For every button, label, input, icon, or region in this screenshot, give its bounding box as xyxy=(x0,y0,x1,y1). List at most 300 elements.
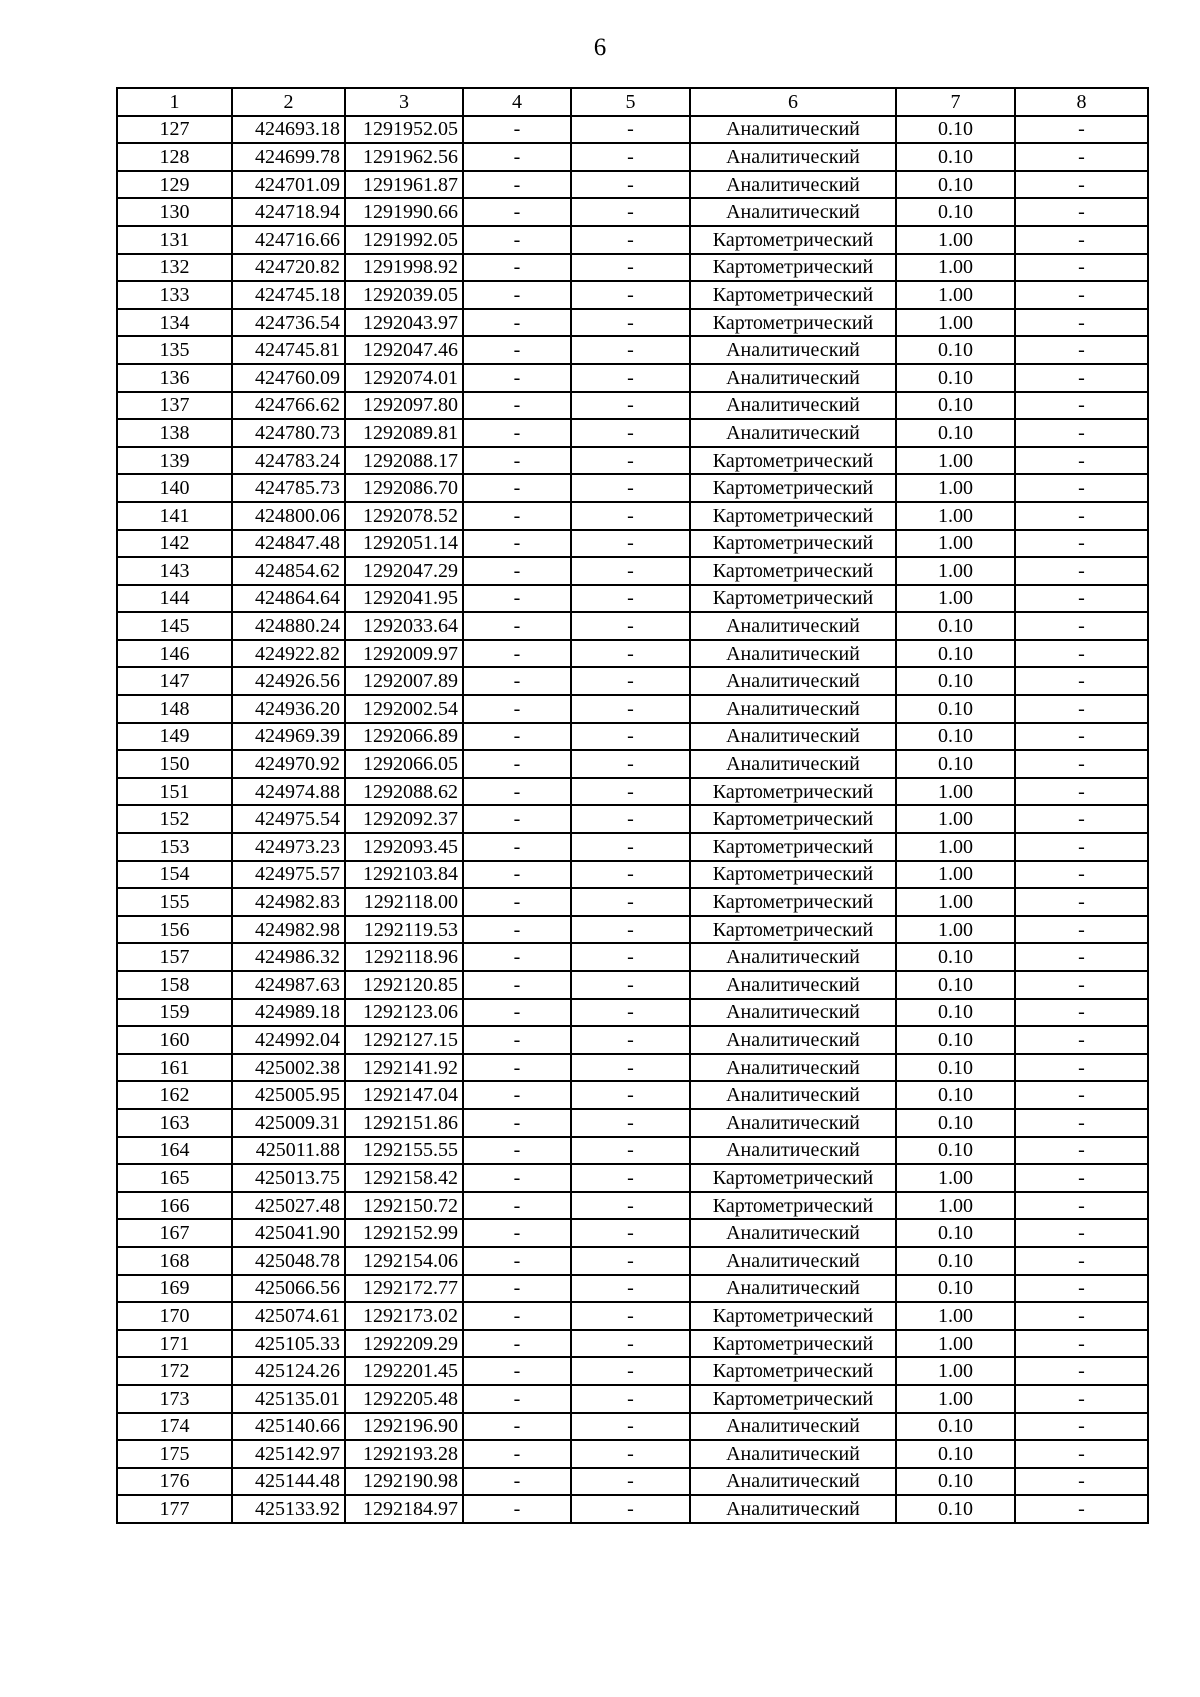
column-5-cell: - xyxy=(571,943,690,971)
method-cell: Картометрический xyxy=(690,1385,896,1413)
point-number-cell: 132 xyxy=(117,254,232,282)
table-body xyxy=(117,116,1148,1523)
x-coordinate-cell: 425048.78 xyxy=(232,1247,345,1275)
point-number-cell: 149 xyxy=(117,723,232,751)
x-coordinate-cell: 424936.20 xyxy=(232,695,345,723)
column-5-cell: - xyxy=(571,861,690,889)
method-cell: Аналитический xyxy=(690,1054,896,1082)
accuracy-cell: 0.10 xyxy=(896,198,1015,226)
point-number-cell: 129 xyxy=(117,171,232,199)
table-row xyxy=(117,143,1148,171)
accuracy-cell: 0.10 xyxy=(896,392,1015,420)
x-coordinate-cell: 424693.18 xyxy=(232,116,345,144)
column-4-cell: - xyxy=(463,1109,571,1137)
x-coordinate-cell: 424987.63 xyxy=(232,971,345,999)
point-number-cell: 170 xyxy=(117,1302,232,1330)
column-8-cell: - xyxy=(1015,1054,1148,1082)
method-cell: Аналитический xyxy=(690,1026,896,1054)
accuracy-cell: 0.10 xyxy=(896,667,1015,695)
y-coordinate-cell: 1291998.92 xyxy=(345,254,463,282)
y-coordinate-cell: 1292158.42 xyxy=(345,1164,463,1192)
column-5-cell: - xyxy=(571,750,690,778)
accuracy-cell: 0.10 xyxy=(896,336,1015,364)
column-5-cell: - xyxy=(571,971,690,999)
x-coordinate-cell: 425144.48 xyxy=(232,1468,345,1496)
column-8-cell: - xyxy=(1015,971,1148,999)
column-5-cell: - xyxy=(571,1413,690,1441)
column-header: 6 xyxy=(690,88,896,116)
point-number-cell: 142 xyxy=(117,530,232,558)
accuracy-cell: 0.10 xyxy=(896,1247,1015,1275)
table-row xyxy=(117,1137,1148,1165)
column-8-cell: - xyxy=(1015,1413,1148,1441)
column-4-cell: - xyxy=(463,1495,571,1523)
accuracy-cell: 0.10 xyxy=(896,1219,1015,1247)
column-8-cell: - xyxy=(1015,143,1148,171)
x-coordinate-cell: 425074.61 xyxy=(232,1302,345,1330)
x-coordinate-cell: 424745.18 xyxy=(232,281,345,309)
y-coordinate-cell: 1291961.87 xyxy=(345,171,463,199)
x-coordinate-cell: 425105.33 xyxy=(232,1330,345,1358)
y-coordinate-cell: 1292119.53 xyxy=(345,916,463,944)
y-coordinate-cell: 1292002.54 xyxy=(345,695,463,723)
y-coordinate-cell: 1292151.86 xyxy=(345,1109,463,1137)
column-5-cell: - xyxy=(571,530,690,558)
point-number-cell: 160 xyxy=(117,1026,232,1054)
method-cell: Аналитический xyxy=(690,198,896,226)
accuracy-cell: 0.10 xyxy=(896,1275,1015,1303)
table-row xyxy=(117,805,1148,833)
table-row xyxy=(117,419,1148,447)
column-5-cell: - xyxy=(571,447,690,475)
accuracy-cell: 0.10 xyxy=(896,1137,1015,1165)
column-4-cell: - xyxy=(463,1054,571,1082)
accuracy-cell: 0.10 xyxy=(896,612,1015,640)
column-5-cell: - xyxy=(571,1219,690,1247)
accuracy-cell: 1.00 xyxy=(896,805,1015,833)
table-row xyxy=(117,1081,1148,1109)
accuracy-cell: 0.10 xyxy=(896,143,1015,171)
y-coordinate-cell: 1292007.89 xyxy=(345,667,463,695)
method-cell: Картометрический xyxy=(690,474,896,502)
column-8-cell: - xyxy=(1015,530,1148,558)
y-coordinate-cell: 1292047.29 xyxy=(345,557,463,585)
column-4-cell: - xyxy=(463,1302,571,1330)
y-coordinate-cell: 1292120.85 xyxy=(345,971,463,999)
table-row xyxy=(117,943,1148,971)
table-row xyxy=(117,888,1148,916)
table-row xyxy=(117,336,1148,364)
method-cell: Аналитический xyxy=(690,1109,896,1137)
accuracy-cell: 0.10 xyxy=(896,1081,1015,1109)
point-number-cell: 173 xyxy=(117,1385,232,1413)
column-5-cell: - xyxy=(571,419,690,447)
y-coordinate-cell: 1292155.55 xyxy=(345,1137,463,1165)
column-5-cell: - xyxy=(571,309,690,337)
column-4-cell: - xyxy=(463,916,571,944)
column-5-cell: - xyxy=(571,1247,690,1275)
method-cell: Аналитический xyxy=(690,1440,896,1468)
accuracy-cell: 0.10 xyxy=(896,116,1015,144)
column-4-cell: - xyxy=(463,999,571,1027)
column-8-cell: - xyxy=(1015,116,1148,144)
column-8-cell: - xyxy=(1015,171,1148,199)
method-cell: Картометрический xyxy=(690,1164,896,1192)
column-4-cell: - xyxy=(463,1330,571,1358)
method-cell: Картометрический xyxy=(690,254,896,282)
x-coordinate-cell: 425002.38 xyxy=(232,1054,345,1082)
x-coordinate-cell: 424969.39 xyxy=(232,723,345,751)
x-coordinate-cell: 424975.57 xyxy=(232,861,345,889)
table-row xyxy=(117,1495,1148,1523)
point-number-cell: 162 xyxy=(117,1081,232,1109)
accuracy-cell: 1.00 xyxy=(896,888,1015,916)
column-5-cell: - xyxy=(571,778,690,806)
column-4-cell: - xyxy=(463,502,571,530)
column-4-cell: - xyxy=(463,805,571,833)
y-coordinate-cell: 1292152.99 xyxy=(345,1219,463,1247)
table-row xyxy=(117,1026,1148,1054)
page-number: 6 xyxy=(593,34,607,61)
column-4-cell: - xyxy=(463,640,571,668)
column-5-cell: - xyxy=(571,143,690,171)
column-5-cell: - xyxy=(571,1385,690,1413)
column-8-cell: - xyxy=(1015,336,1148,364)
column-8-cell: - xyxy=(1015,1081,1148,1109)
method-cell: Картометрический xyxy=(690,226,896,254)
column-8-cell: - xyxy=(1015,861,1148,889)
method-cell: Картометрический xyxy=(690,1330,896,1358)
method-cell: Картометрический xyxy=(690,585,896,613)
y-coordinate-cell: 1292089.81 xyxy=(345,419,463,447)
x-coordinate-cell: 424854.62 xyxy=(232,557,345,585)
column-4-cell: - xyxy=(463,1413,571,1441)
x-coordinate-cell: 424992.04 xyxy=(232,1026,345,1054)
column-4-cell: - xyxy=(463,612,571,640)
table-row xyxy=(117,585,1148,613)
table-row xyxy=(117,1247,1148,1275)
column-4-cell: - xyxy=(463,888,571,916)
point-number-cell: 148 xyxy=(117,695,232,723)
y-coordinate-cell: 1292103.84 xyxy=(345,861,463,889)
accuracy-cell: 0.10 xyxy=(896,1054,1015,1082)
accuracy-cell: 0.10 xyxy=(896,750,1015,778)
column-4-cell: - xyxy=(463,778,571,806)
column-8-cell: - xyxy=(1015,1330,1148,1358)
accuracy-cell: 1.00 xyxy=(896,1330,1015,1358)
point-number-cell: 172 xyxy=(117,1357,232,1385)
column-4-cell: - xyxy=(463,254,571,282)
method-cell: Картометрический xyxy=(690,778,896,806)
column-8-cell: - xyxy=(1015,695,1148,723)
table-row xyxy=(117,916,1148,944)
table-row xyxy=(117,1440,1148,1468)
x-coordinate-cell: 424716.66 xyxy=(232,226,345,254)
column-4-cell: - xyxy=(463,750,571,778)
table-header-row xyxy=(117,88,1148,116)
point-number-cell: 165 xyxy=(117,1164,232,1192)
column-5-cell: - xyxy=(571,198,690,226)
point-number-cell: 163 xyxy=(117,1109,232,1137)
column-8-cell: - xyxy=(1015,447,1148,475)
x-coordinate-cell: 425041.90 xyxy=(232,1219,345,1247)
point-number-cell: 156 xyxy=(117,916,232,944)
column-5-cell: - xyxy=(571,1468,690,1496)
method-cell: Аналитический xyxy=(690,640,896,668)
column-8-cell: - xyxy=(1015,392,1148,420)
y-coordinate-cell: 1292154.06 xyxy=(345,1247,463,1275)
y-coordinate-cell: 1292141.92 xyxy=(345,1054,463,1082)
column-4-cell: - xyxy=(463,585,571,613)
x-coordinate-cell: 424780.73 xyxy=(232,419,345,447)
method-cell: Аналитический xyxy=(690,723,896,751)
column-4-cell: - xyxy=(463,557,571,585)
column-8-cell: - xyxy=(1015,502,1148,530)
column-8-cell: - xyxy=(1015,1357,1148,1385)
table-row xyxy=(117,1468,1148,1496)
column-8-cell: - xyxy=(1015,1468,1148,1496)
table-row xyxy=(117,198,1148,226)
method-cell: Аналитический xyxy=(690,667,896,695)
column-5-cell: - xyxy=(571,1192,690,1220)
column-5-cell: - xyxy=(571,364,690,392)
column-5-cell: - xyxy=(571,1275,690,1303)
column-5-cell: - xyxy=(571,557,690,585)
y-coordinate-cell: 1292123.06 xyxy=(345,999,463,1027)
method-cell: Аналитический xyxy=(690,1275,896,1303)
point-number-cell: 177 xyxy=(117,1495,232,1523)
column-8-cell: - xyxy=(1015,1275,1148,1303)
x-coordinate-cell: 425135.01 xyxy=(232,1385,345,1413)
table-row xyxy=(117,861,1148,889)
column-4-cell: - xyxy=(463,336,571,364)
x-coordinate-cell: 424718.94 xyxy=(232,198,345,226)
method-cell: Аналитический xyxy=(690,1247,896,1275)
x-coordinate-cell: 425005.95 xyxy=(232,1081,345,1109)
column-8-cell: - xyxy=(1015,1495,1148,1523)
accuracy-cell: 1.00 xyxy=(896,833,1015,861)
column-5-cell: - xyxy=(571,1164,690,1192)
method-cell: Картометрический xyxy=(690,557,896,585)
y-coordinate-cell: 1292097.80 xyxy=(345,392,463,420)
table-row xyxy=(117,171,1148,199)
x-coordinate-cell: 425133.92 xyxy=(232,1495,345,1523)
column-5-cell: - xyxy=(571,1137,690,1165)
column-5-cell: - xyxy=(571,888,690,916)
column-8-cell: - xyxy=(1015,474,1148,502)
column-4-cell: - xyxy=(463,1164,571,1192)
point-number-cell: 145 xyxy=(117,612,232,640)
column-8-cell: - xyxy=(1015,640,1148,668)
accuracy-cell: 0.10 xyxy=(896,999,1015,1027)
accuracy-cell: 1.00 xyxy=(896,502,1015,530)
column-5-cell: - xyxy=(571,1357,690,1385)
table-row xyxy=(117,695,1148,723)
point-number-cell: 151 xyxy=(117,778,232,806)
table-row xyxy=(117,392,1148,420)
y-coordinate-cell: 1292190.98 xyxy=(345,1468,463,1496)
column-header: 2 xyxy=(232,88,345,116)
column-8-cell: - xyxy=(1015,1440,1148,1468)
accuracy-cell: 1.00 xyxy=(896,1357,1015,1385)
y-coordinate-cell: 1291992.05 xyxy=(345,226,463,254)
table-row xyxy=(117,1219,1148,1247)
table-row xyxy=(117,1109,1148,1137)
table-row xyxy=(117,750,1148,778)
column-8-cell: - xyxy=(1015,1385,1148,1413)
y-coordinate-cell: 1292205.48 xyxy=(345,1385,463,1413)
x-coordinate-cell: 424973.23 xyxy=(232,833,345,861)
method-cell: Картометрический xyxy=(690,833,896,861)
point-number-cell: 157 xyxy=(117,943,232,971)
column-5-cell: - xyxy=(571,805,690,833)
x-coordinate-cell: 424989.18 xyxy=(232,999,345,1027)
point-number-cell: 174 xyxy=(117,1413,232,1441)
column-5-cell: - xyxy=(571,502,690,530)
column-4-cell: - xyxy=(463,1137,571,1165)
point-number-cell: 171 xyxy=(117,1330,232,1358)
point-number-cell: 137 xyxy=(117,392,232,420)
point-number-cell: 153 xyxy=(117,833,232,861)
y-coordinate-cell: 1292066.05 xyxy=(345,750,463,778)
column-8-cell: - xyxy=(1015,419,1148,447)
column-header: 5 xyxy=(571,88,690,116)
x-coordinate-cell: 425009.31 xyxy=(232,1109,345,1137)
column-4-cell: - xyxy=(463,1247,571,1275)
column-5-cell: - xyxy=(571,226,690,254)
y-coordinate-cell: 1292172.77 xyxy=(345,1275,463,1303)
y-coordinate-cell: 1292184.97 xyxy=(345,1495,463,1523)
table-row xyxy=(117,364,1148,392)
accuracy-cell: 0.10 xyxy=(896,1413,1015,1441)
column-4-cell: - xyxy=(463,1468,571,1496)
x-coordinate-cell: 424982.98 xyxy=(232,916,345,944)
y-coordinate-cell: 1292196.90 xyxy=(345,1413,463,1441)
column-4-cell: - xyxy=(463,1192,571,1220)
column-header: 7 xyxy=(896,88,1015,116)
point-number-cell: 152 xyxy=(117,805,232,833)
column-header: 1 xyxy=(117,88,232,116)
coordinates-table xyxy=(116,87,1149,1524)
column-5-cell: - xyxy=(571,474,690,502)
column-8-cell: - xyxy=(1015,557,1148,585)
x-coordinate-cell: 424800.06 xyxy=(232,502,345,530)
y-coordinate-cell: 1292086.70 xyxy=(345,474,463,502)
table-row xyxy=(117,502,1148,530)
x-coordinate-cell: 424926.56 xyxy=(232,667,345,695)
point-number-cell: 167 xyxy=(117,1219,232,1247)
column-8-cell: - xyxy=(1015,916,1148,944)
column-8-cell: - xyxy=(1015,778,1148,806)
x-coordinate-cell: 424760.09 xyxy=(232,364,345,392)
method-cell: Картометрический xyxy=(690,1302,896,1330)
column-8-cell: - xyxy=(1015,364,1148,392)
method-cell: Аналитический xyxy=(690,612,896,640)
accuracy-cell: 1.00 xyxy=(896,474,1015,502)
x-coordinate-cell: 425142.97 xyxy=(232,1440,345,1468)
accuracy-cell: 1.00 xyxy=(896,1192,1015,1220)
column-8-cell: - xyxy=(1015,1192,1148,1220)
point-number-cell: 134 xyxy=(117,309,232,337)
method-cell: Аналитический xyxy=(690,999,896,1027)
x-coordinate-cell: 424701.09 xyxy=(232,171,345,199)
column-4-cell: - xyxy=(463,171,571,199)
y-coordinate-cell: 1292039.05 xyxy=(345,281,463,309)
accuracy-cell: 0.10 xyxy=(896,640,1015,668)
x-coordinate-cell: 424922.82 xyxy=(232,640,345,668)
accuracy-cell: 0.10 xyxy=(896,971,1015,999)
column-5-cell: - xyxy=(571,1109,690,1137)
point-number-cell: 150 xyxy=(117,750,232,778)
column-5-cell: - xyxy=(571,254,690,282)
x-coordinate-cell: 425066.56 xyxy=(232,1275,345,1303)
y-coordinate-cell: 1292051.14 xyxy=(345,530,463,558)
column-8-cell: - xyxy=(1015,999,1148,1027)
accuracy-cell: 1.00 xyxy=(896,309,1015,337)
column-8-cell: - xyxy=(1015,1137,1148,1165)
point-number-cell: 158 xyxy=(117,971,232,999)
method-cell: Аналитический xyxy=(690,1219,896,1247)
x-coordinate-cell: 424880.24 xyxy=(232,612,345,640)
column-4-cell: - xyxy=(463,667,571,695)
table-row xyxy=(117,1330,1148,1358)
column-5-cell: - xyxy=(571,1081,690,1109)
point-number-cell: 168 xyxy=(117,1247,232,1275)
column-8-cell: - xyxy=(1015,254,1148,282)
y-coordinate-cell: 1292066.89 xyxy=(345,723,463,751)
column-4-cell: - xyxy=(463,1026,571,1054)
point-number-cell: 147 xyxy=(117,667,232,695)
column-4-cell: - xyxy=(463,861,571,889)
table-row xyxy=(117,1302,1148,1330)
x-coordinate-cell: 424783.24 xyxy=(232,447,345,475)
accuracy-cell: 0.10 xyxy=(896,1468,1015,1496)
table-row xyxy=(117,971,1148,999)
method-cell: Аналитический xyxy=(690,1081,896,1109)
table-row xyxy=(117,1385,1148,1413)
method-cell: Картометрический xyxy=(690,502,896,530)
column-5-cell: - xyxy=(571,585,690,613)
table-row xyxy=(117,833,1148,861)
y-coordinate-cell: 1292033.64 xyxy=(345,612,463,640)
method-cell: Картометрический xyxy=(690,281,896,309)
table-row xyxy=(117,116,1148,144)
point-number-cell: 143 xyxy=(117,557,232,585)
accuracy-cell: 0.10 xyxy=(896,723,1015,751)
method-cell: Картометрический xyxy=(690,530,896,558)
method-cell: Аналитический xyxy=(690,1495,896,1523)
x-coordinate-cell: 424982.83 xyxy=(232,888,345,916)
x-coordinate-cell: 424785.73 xyxy=(232,474,345,502)
column-4-cell: - xyxy=(463,530,571,558)
column-4-cell: - xyxy=(463,1275,571,1303)
method-cell: Картометрический xyxy=(690,309,896,337)
point-number-cell: 176 xyxy=(117,1468,232,1496)
column-5-cell: - xyxy=(571,1026,690,1054)
y-coordinate-cell: 1292074.01 xyxy=(345,364,463,392)
y-coordinate-cell: 1292047.46 xyxy=(345,336,463,364)
x-coordinate-cell: 424864.64 xyxy=(232,585,345,613)
column-5-cell: - xyxy=(571,1302,690,1330)
column-5-cell: - xyxy=(571,916,690,944)
accuracy-cell: 1.00 xyxy=(896,1164,1015,1192)
x-coordinate-cell: 425011.88 xyxy=(232,1137,345,1165)
accuracy-cell: 1.00 xyxy=(896,530,1015,558)
y-coordinate-cell: 1292043.97 xyxy=(345,309,463,337)
column-4-cell: - xyxy=(463,447,571,475)
column-5-cell: - xyxy=(571,1330,690,1358)
table-row xyxy=(117,612,1148,640)
